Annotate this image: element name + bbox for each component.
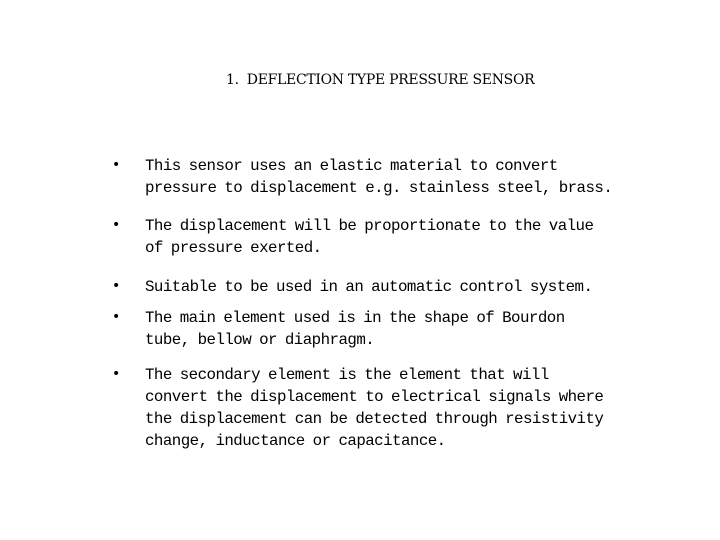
bullet-text: The main element used is in the shape of Bourdon tube, bellow or diaphragm.	[145, 309, 565, 349]
title-number: 1.	[226, 72, 239, 88]
bullet-text: This sensor uses an elastic material to convert pressure to displacement e.g. stainless steel, brass.	[145, 157, 613, 197]
bullet-marker: •	[112, 366, 121, 382]
bullet-marker: •	[112, 309, 121, 325]
title-text: DEFLECTION TYPE PRESSURE SENSOR	[246, 72, 535, 88]
bullet-marker: •	[112, 217, 121, 233]
bullet-text: The secondary element is the element that will convert the displacement to electrical signals where the displacement can be detected through resistivity change, inductance or capacitance.	[145, 366, 604, 450]
bullet-text: The displacement will be proportionate to the value of pressure exerted.	[145, 217, 594, 257]
bullet-text: Suitable to be used in an automatic control system.	[145, 278, 593, 296]
bullet-marker: •	[112, 278, 121, 294]
bullet-marker: •	[112, 157, 121, 173]
